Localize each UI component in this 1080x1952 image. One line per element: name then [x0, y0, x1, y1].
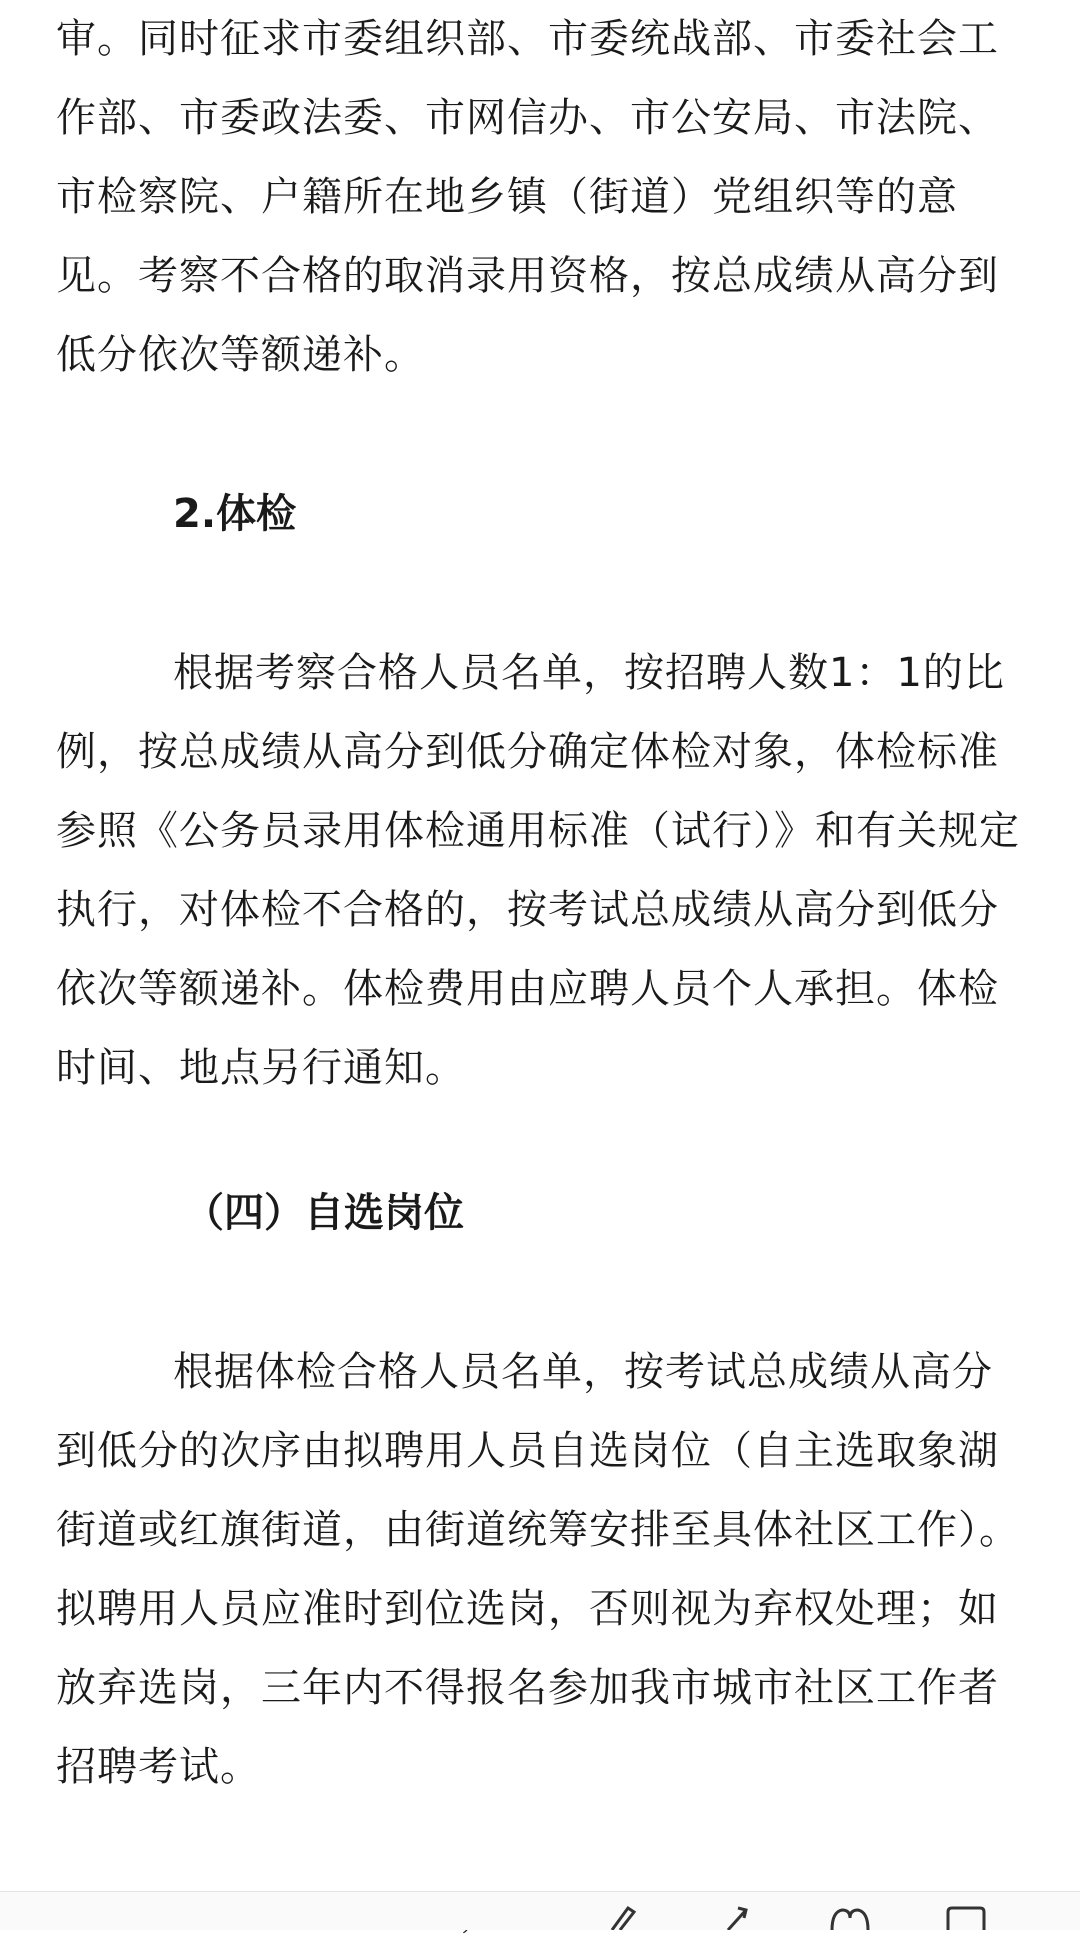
paragraph-choose-position: 根据体检合格人员名单，按考试总成绩从高分到低分的次序由拟聘用人员自选岗位（自主选取象湖街道或红旗街道，由街道统筹安排至具体社区工作）。拟聘用人员应准时到位选岗，否则视为弃权处理；如放弃选岗，三年内不得报名参加我市城市社区工作者招聘考试。 [56, 1349, 1020, 1790]
paragraph-review: 审。同时征求市委组织部、市委统战部、市委社会工作部、市委政法委、市网信办、市公安局、市法院、市检察院、户籍所在地乡镇（街道）党组织等的意见。考察不合格的取消录用资格，按总成绩从高分到低分依次等额递补。 [56, 16, 999, 378]
spacer [56, 1108, 1024, 1174]
spacer [56, 554, 1024, 634]
spacer [56, 1253, 1024, 1333]
pen-icon[interactable] [598, 1902, 642, 1930]
article-body [56, 0, 1024, 1952]
heading-section-four: （四）自选岗位 [184, 1190, 464, 1236]
heading-physical-exam: 2.体检 [173, 491, 297, 537]
spacer [56, 1807, 1024, 1873]
paragraph-physical-exam: 根据考察合格人员名单，按招聘人数1：1的比例，按总成绩从高分到低分确定体检对象，体检标准参照《公务员录用体检通用标准（试行）》和有关规定执行，对体检不合格的，按考试总成绩从高分到低分依次等额递补。体检费用由应聘人员个人承担。体检时间、地点另行通知。 [56, 650, 1020, 1091]
comment-icon[interactable] [944, 1902, 988, 1930]
spacer [56, 395, 1024, 475]
bottom-toolbar [0, 1891, 1080, 1930]
share-icon[interactable] [718, 1902, 762, 1930]
like-icon[interactable] [828, 1902, 872, 1930]
